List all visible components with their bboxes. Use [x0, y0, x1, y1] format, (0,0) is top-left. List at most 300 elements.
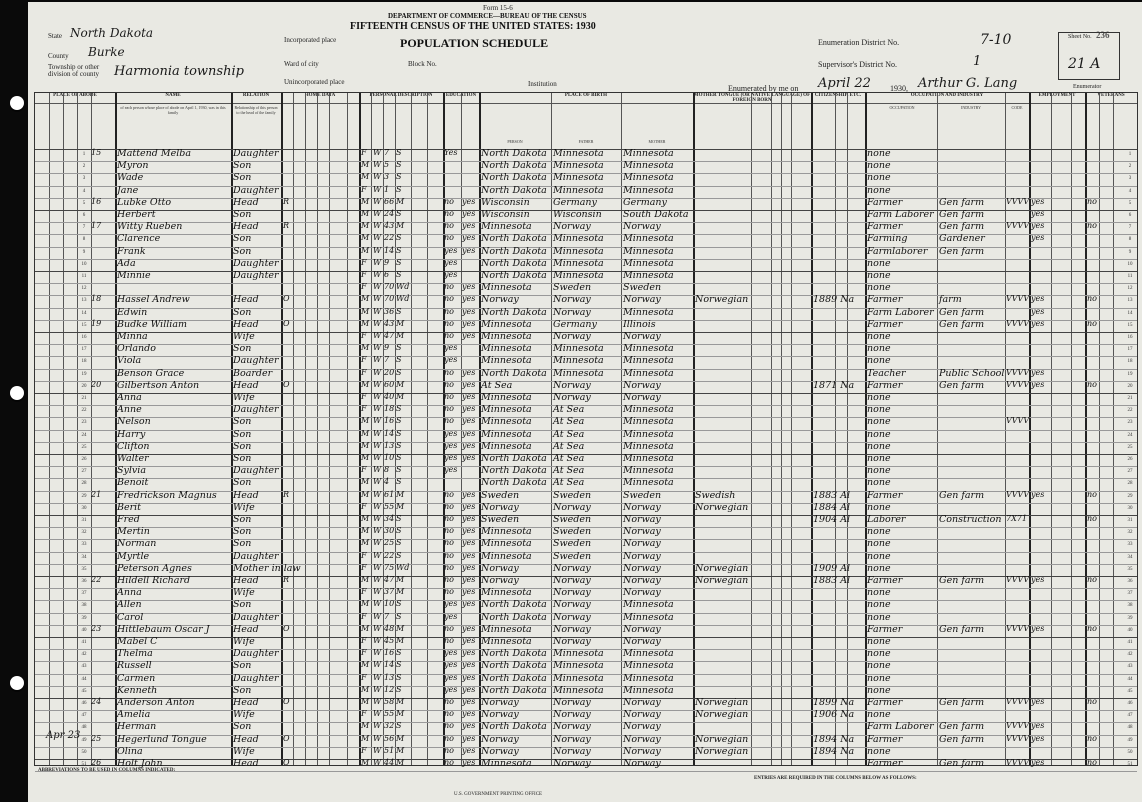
dwelling-number: 16 [91, 196, 102, 206]
occupation-code: VVVV [1006, 416, 1030, 426]
can-read: yes [462, 367, 476, 377]
occupation: none [867, 648, 891, 660]
line-number: 31 [1127, 518, 1133, 523]
can-read: yes [462, 660, 476, 670]
citizenship: 1884 Al [813, 501, 851, 513]
race: W [373, 148, 382, 157]
father-birthplace: Minnesota [553, 660, 604, 672]
sex: M [361, 758, 370, 767]
line-number: 18 [81, 359, 87, 365]
marital-status: Wd [396, 562, 410, 572]
father-birthplace: Norway [553, 758, 591, 769]
marital-status: S [396, 343, 402, 353]
age: 10 [384, 453, 395, 462]
line-number: 17 [81, 347, 87, 353]
race: W [373, 209, 382, 218]
attended-school: yes [444, 343, 458, 353]
line-number: 38 [81, 603, 87, 609]
occupation: Farming [867, 233, 908, 245]
line-number: 31 [81, 518, 87, 523]
race: W [373, 575, 382, 584]
person-name: Anna [117, 587, 142, 599]
occupation: none [867, 636, 891, 647]
relation: Head [233, 318, 259, 330]
relation: Son [233, 721, 252, 733]
mother-birthplace: Minnesota [623, 367, 674, 379]
birthplace: Minnesota [481, 587, 532, 599]
worked-yesterday: yes [1031, 306, 1045, 316]
sex: M [361, 599, 370, 609]
sex: M [361, 477, 370, 487]
marital-status: M [396, 636, 405, 645]
line-number: 43 [81, 664, 87, 670]
birthplace: Minnesota [481, 416, 532, 428]
person-name: Kenneth [117, 684, 158, 696]
birthplace: North Dakota [481, 453, 547, 464]
occupation-code: VVVV [1006, 758, 1030, 767]
line-number: 21 [1127, 396, 1133, 401]
sex: M [361, 684, 370, 694]
attended-school: yes [444, 599, 458, 609]
worked-yesterday: yes [1031, 379, 1045, 389]
birthplace: North Dakota [481, 660, 547, 672]
age: 55 [384, 709, 395, 719]
relation: Head [233, 221, 259, 233]
veteran-status: no [1087, 489, 1097, 499]
veteran-status: no [1087, 697, 1097, 706]
occupation-code: VVVV [1006, 721, 1030, 731]
relation: Son [233, 245, 252, 257]
father-birthplace: Minnesota [553, 270, 604, 281]
age: 30 [384, 526, 395, 536]
occupation: none [867, 282, 891, 294]
sex: M [361, 416, 370, 426]
attended-school: no [444, 501, 454, 511]
can-read: yes [462, 672, 476, 682]
home-tenure: O [283, 379, 290, 389]
worked-yesterday: yes [1031, 196, 1045, 206]
relation: Son [233, 233, 252, 245]
person-name: Holt John [117, 758, 163, 769]
marital-status: S [396, 428, 402, 438]
dwelling-number: 19 [91, 318, 102, 328]
father-birthplace: Minnesota [553, 672, 604, 684]
sex: F [361, 636, 367, 645]
marital-status: S [396, 550, 402, 560]
father-birthplace: Norway [553, 562, 591, 574]
occupation: none [867, 477, 891, 489]
line-number: 20 [1127, 383, 1133, 389]
relation: Daughter [233, 672, 279, 684]
line-number: 26 [1127, 457, 1133, 462]
can-read: yes [462, 440, 476, 450]
age: 45 [384, 636, 395, 645]
can-read: yes [462, 733, 476, 743]
sex: M [361, 721, 370, 731]
line-number: 4 [82, 188, 86, 194]
line-number: 46 [81, 701, 87, 706]
race: W [373, 355, 382, 365]
relation: Son [233, 428, 252, 440]
occupation-code: VVVV [1006, 367, 1030, 377]
citizenship: 1899 Na [813, 697, 855, 708]
can-read: yes [462, 538, 476, 548]
industry: Gen farm [939, 306, 985, 318]
subhead-industry: INDUSTRY [960, 105, 981, 110]
can-read: yes [462, 221, 476, 231]
birthplace: North Dakota [481, 233, 547, 245]
marital-status: S [396, 514, 402, 523]
race: W [373, 599, 382, 609]
occupation: Farmer [867, 221, 903, 233]
race: W [373, 758, 382, 767]
sex: M [361, 453, 370, 462]
mother-birthplace: Norway [623, 745, 661, 757]
attended-school: Yes [444, 148, 458, 157]
home-tenure: R [283, 575, 290, 584]
worked-yesterday: yes [1031, 623, 1045, 633]
occupation-code: VVVV [1006, 623, 1030, 633]
age: 6 [384, 270, 390, 279]
race: W [373, 196, 382, 206]
line-number: 5 [82, 200, 86, 206]
mother-birthplace: Minnesota [623, 257, 674, 269]
mother-birthplace: Norway [623, 587, 661, 599]
line-number: 28 [81, 481, 87, 487]
occupation: none [867, 331, 891, 342]
father-birthplace: Norway [553, 587, 591, 599]
race: W [373, 501, 382, 511]
marital-status: S [396, 526, 402, 536]
mother-birthplace: Norway [623, 721, 661, 733]
line-number: 39 [81, 615, 87, 621]
birthplace: North Dakota [481, 367, 547, 379]
person-name: Hegerlund Tongue [117, 733, 207, 745]
marital-status: M [396, 318, 405, 328]
race: W [373, 257, 382, 267]
occupation: none [867, 562, 891, 574]
mother-tongue: Norwegian [695, 562, 749, 574]
attended-school: no [444, 416, 454, 426]
line-number: 24 [1127, 432, 1133, 438]
mother-birthplace: Minnesota [623, 648, 674, 660]
line-number: 35 [1127, 566, 1133, 572]
race: W [373, 477, 382, 487]
line-number: 28 [1127, 481, 1133, 487]
sex: M [361, 514, 370, 523]
attended-school: no [444, 209, 454, 218]
occupation-code: VVVV [1006, 221, 1030, 231]
race: W [373, 440, 382, 450]
race: W [373, 623, 382, 633]
incorporated-label: Incorporated place [284, 36, 337, 44]
father-birthplace: Minnesota [553, 367, 604, 379]
father-birthplace: Sweden [553, 526, 592, 538]
home-tenure: O [283, 318, 290, 328]
birthplace: North Dakota [481, 306, 547, 318]
line-number: 40 [1127, 627, 1133, 633]
line-number: 47 [81, 713, 87, 719]
occupation: Farm Laborer [867, 306, 934, 318]
attended-school: no [444, 733, 454, 743]
mother-birthplace: Minnesota [623, 599, 674, 611]
relation: Daughter [233, 404, 279, 416]
veteran-status: no [1087, 379, 1097, 389]
can-read: yes [462, 501, 476, 511]
enumerated-date: April 22 [818, 76, 871, 91]
age: 40 [384, 392, 395, 401]
person-name: Mabel C [117, 636, 158, 647]
veteran-status: no [1087, 196, 1097, 206]
person-name: Hittlebaum Oscar J [117, 623, 210, 635]
relation: Head [233, 733, 259, 745]
attended-school: no [444, 550, 454, 560]
line-number: 45 [81, 688, 87, 694]
father-birthplace: Norway [553, 379, 591, 391]
home-tenure: O [283, 733, 290, 743]
line-number: 48 [1127, 725, 1133, 731]
marital-status: S [396, 672, 402, 682]
person-name: Russell [117, 660, 152, 672]
occupation: Farmer [867, 379, 903, 391]
marital-status: S [396, 355, 402, 365]
relation: Son [233, 306, 252, 318]
subhead-relation: Relationship of this person to the head of the family [234, 105, 278, 115]
occupation: Farmer [867, 489, 903, 501]
occupation: none [867, 587, 891, 599]
race: W [373, 379, 382, 389]
race: W [373, 367, 382, 377]
birthplace: Minnesota [481, 526, 532, 538]
attended-school: yes [444, 648, 458, 658]
occupation: Farm Laborer [867, 721, 934, 733]
group-mother-tongue: MOTHER TONGUE (OR NATIVE LANGUAGE) OF FOREIGN BORN [693, 93, 811, 103]
occupation: none [867, 148, 891, 159]
relation: Daughter [233, 184, 279, 196]
relation: Son [233, 343, 252, 355]
race: W [373, 745, 382, 755]
age: 4 [384, 477, 390, 487]
mother-birthplace: Minnesota [623, 245, 674, 257]
attended-school: yes [444, 672, 458, 682]
father-birthplace: Norway [553, 623, 591, 635]
birthplace: North Dakota [481, 184, 547, 196]
relation: Head [233, 489, 259, 501]
marital-status: M [396, 379, 405, 389]
age: 9 [384, 257, 390, 267]
father-birthplace: Norway [553, 709, 591, 721]
line-number: 37 [1127, 591, 1133, 597]
can-read: yes [462, 196, 476, 206]
age: 61 [384, 489, 395, 499]
relation: Son [233, 172, 252, 184]
binder-hole-icon [10, 386, 24, 400]
mother-birthplace: Norway [623, 550, 661, 562]
line-number: 10 [81, 261, 87, 267]
sex: F [361, 611, 367, 621]
line-number: 15 [1127, 322, 1133, 328]
birthplace: North Dakota [481, 245, 547, 257]
footer-entries-title: ENTRIES ARE REQUIRED IN THE COLUMNS BELOW AS FOLLOWS: [754, 776, 917, 781]
person-name: Hildell Richard [117, 575, 191, 586]
birthplace: North Dakota [481, 477, 547, 489]
age: 14 [384, 428, 395, 438]
mother-birthplace: Minnesota [623, 172, 674, 184]
line-number: 51 [81, 762, 87, 767]
group-personal-description: PERSONAL DESCRIPTION [359, 93, 443, 104]
line-number: 44 [1127, 676, 1133, 682]
birthplace: Norway [481, 294, 519, 306]
relation: Son [233, 209, 252, 220]
person-name: Gilbertson Anton [117, 379, 200, 391]
age: 56 [384, 733, 395, 743]
attended-school: yes [444, 428, 458, 438]
race: W [373, 294, 382, 304]
person-name: Fredrickson Magnus [117, 489, 217, 501]
person-name: Herbert [117, 209, 156, 220]
relation: Boarder [233, 367, 273, 379]
occupation: Farmer [867, 733, 903, 745]
occupation: none [867, 453, 891, 464]
race: W [373, 660, 382, 670]
sex: F [361, 550, 367, 560]
race: W [373, 709, 382, 719]
occupation-code: VVVV [1006, 575, 1030, 584]
relation: Son [233, 416, 252, 428]
sex: M [361, 660, 370, 670]
mother-birthplace: Norway [623, 526, 661, 538]
mother-birthplace: Minnesota [623, 148, 674, 159]
line-number: 1 [82, 152, 86, 157]
attended-school: no [444, 575, 454, 584]
person-name: Sylvia [117, 465, 146, 477]
father-birthplace: Germany [553, 318, 597, 330]
birthplace: North Dakota [481, 721, 547, 733]
can-read: yes [462, 745, 476, 755]
birthplace: Minnesota [481, 440, 532, 452]
occupation: Farmer [867, 294, 903, 306]
marital-status: M [396, 501, 405, 511]
race: W [373, 514, 382, 523]
race: W [373, 160, 382, 170]
race: W [373, 331, 382, 340]
group-education: EDUCATION [443, 93, 479, 104]
census-title: FIFTEENTH CENSUS OF THE UNITED STATES: 1930 [350, 21, 596, 32]
line-number: 3 [82, 176, 86, 182]
industry: Gardener [939, 233, 985, 245]
father-birthplace: Norway [553, 697, 591, 708]
race: W [373, 343, 382, 353]
marital-status: M [396, 575, 405, 584]
father-birthplace: Norway [553, 501, 591, 513]
subhead-birth-father: FATHER [578, 139, 594, 144]
line-number: 10 [1127, 261, 1133, 267]
line-number: 46 [1127, 701, 1133, 706]
mother-birthplace: Norway [623, 636, 661, 647]
can-read: yes [462, 514, 476, 523]
attended-school: yes [444, 245, 458, 255]
mother-birthplace: Minnesota [623, 184, 674, 196]
mother-birthplace: Minnesota [623, 416, 674, 428]
age: 7 [384, 611, 390, 621]
person-name: Anna [117, 392, 142, 403]
father-birthplace: At Sea [553, 453, 585, 464]
line-number: 33 [81, 542, 87, 548]
race: W [373, 721, 382, 731]
person-name: Myrtle [117, 550, 150, 562]
birthplace: Minnesota [481, 221, 532, 233]
age: 20 [384, 367, 395, 377]
industry: Gen farm [939, 733, 985, 745]
person-name: Jane [117, 184, 139, 196]
sex: F [361, 257, 367, 267]
occupation-code: VVVV [1006, 379, 1030, 389]
line-number: 13 [81, 298, 87, 304]
state-value: North Dakota [70, 26, 154, 40]
can-read: yes [462, 562, 476, 572]
occupation: none [867, 355, 891, 367]
race: W [373, 550, 382, 560]
citizenship: 1883 Al [813, 489, 851, 501]
age: 47 [384, 331, 395, 340]
line-number: 49 [1127, 737, 1133, 743]
relation: Daughter [233, 611, 279, 623]
occupation: none [867, 404, 891, 416]
line-number: 17 [1127, 347, 1133, 353]
mother-birthplace: Norway [623, 575, 661, 586]
can-read: yes [462, 648, 476, 658]
group-veterans: VETERANS [1085, 93, 1137, 104]
marital-status: S [396, 209, 402, 218]
line-number: 22 [81, 408, 87, 414]
age: 37 [384, 587, 395, 597]
birthplace: Norway [481, 745, 519, 757]
person-name: Wade [117, 172, 144, 184]
marital-status: M [396, 196, 405, 206]
father-birthplace: Minnesota [553, 684, 604, 696]
group-place-of-birth: PLACE OF BIRTH [479, 93, 693, 104]
age: 14 [384, 660, 395, 670]
attended-school: no [444, 514, 454, 523]
occupation: none [867, 599, 891, 611]
line-number: 41 [1127, 640, 1133, 645]
attended-school: no [444, 538, 454, 548]
mother-birthplace: Minnesota [623, 233, 674, 245]
line-number: 27 [1127, 469, 1133, 475]
marital-status: M [396, 745, 405, 755]
worked-yesterday: yes [1031, 233, 1045, 243]
birthplace: North Dakota [481, 270, 547, 281]
occupation: Teacher [867, 367, 906, 379]
mother-birthplace: Norway [623, 379, 661, 391]
home-tenure: R [283, 196, 290, 206]
can-read: yes [462, 233, 476, 243]
mother-tongue: Swedish [695, 489, 736, 501]
sex: F [361, 404, 367, 414]
can-read: yes [462, 550, 476, 560]
attended-school: no [444, 636, 454, 645]
age: 36 [384, 306, 395, 316]
line-number: 12 [1127, 286, 1133, 292]
mother-birthplace: Norway [623, 514, 661, 525]
mother-birthplace: Minnesota [623, 477, 674, 489]
person-name: Benson Grace [117, 367, 185, 379]
occupation: none [867, 672, 891, 684]
can-read: yes [462, 209, 476, 218]
age: 43 [384, 318, 395, 328]
sex: F [361, 331, 367, 340]
race: W [373, 526, 382, 536]
